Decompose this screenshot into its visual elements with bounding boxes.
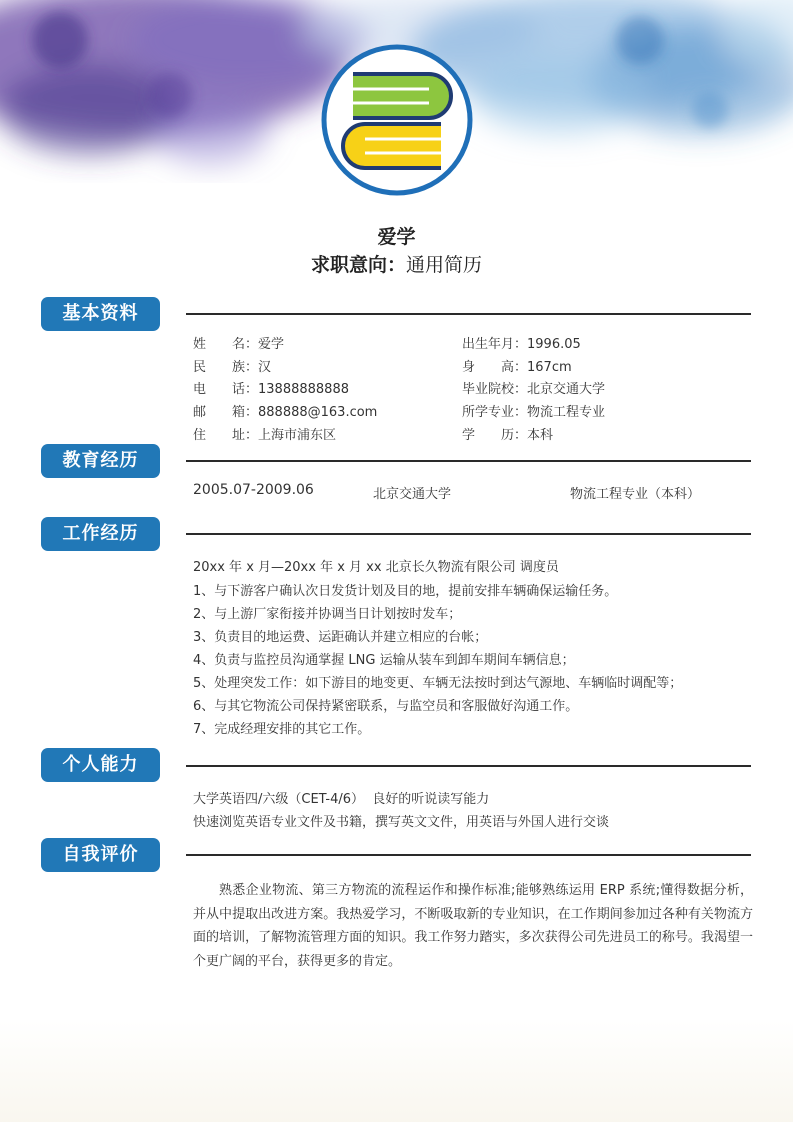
job-intent-value: 通用简历	[406, 254, 483, 276]
work-item: 3、负责目的地运费、运距确认并建立相应的台帐；	[193, 630, 488, 645]
work-item: 4、负责与监控员沟通掌握 LNG 运输从装车到卸车期间车辆信息；	[193, 653, 575, 668]
section-divider	[186, 460, 751, 462]
education-major: 物流工程专业（本科）	[570, 487, 701, 502]
education-school: 北京交通大学	[373, 487, 452, 502]
education-period: 2005.07-2009.06	[193, 482, 314, 498]
job-intent-label: 求职意向：	[310, 254, 406, 276]
info-height: 身 高：167cm	[462, 360, 572, 375]
info-address: 住 址：上海市浦东区	[193, 428, 337, 443]
candidate-name: 爱学	[377, 226, 416, 248]
work-item: 1、与下游客户确认次日发货计划及目的地，提前安排车辆确保运输任务。	[193, 584, 618, 599]
info-birth: 出生年月：1996.05	[462, 337, 581, 352]
work-item: 6、与其它物流公司保持紧密联系，与监空员和客服做好沟通工作。	[193, 699, 579, 714]
self-evaluation-text: 熟悉企业物流、第三方物流的流程运作和操作标准;能够熟练运用 ERP 系统;懂得数据分析，并从中提取出改进方案。我热爱学习，不断吸取新的专业知识，在工作期间参加过各种有关物流方面的培训，了解物流管理方面的知识。我工作努力踏实，多次获得公司先进员工的称号。我渴望一个更广阔的平台，获得更多的肯定。	[193, 883, 753, 969]
book-stack-logo-icon	[321, 44, 473, 196]
job-intent	[0, 250, 793, 277]
info-degree: 学 历：本科	[462, 428, 554, 443]
info-name: 姓 名：爱学	[193, 337, 285, 352]
work-item: 7、完成经理安排的其它工作。	[193, 722, 371, 737]
section-tab-work: 工作经历	[41, 517, 160, 551]
section-tab-education: 教育经历	[41, 444, 160, 478]
section-tab-ability: 个人能力	[41, 748, 160, 782]
work-item: 2、与上游厂家衔接并协调当日计划按时发车；	[193, 607, 462, 622]
info-email: 邮 箱：888888@163.com	[193, 405, 378, 420]
section-tab-basic-info: 基本资料	[41, 297, 160, 331]
section-divider	[186, 313, 751, 315]
info-phone: 电 话：13888888888	[193, 382, 349, 397]
info-major: 所学专业：物流工程专业	[462, 405, 606, 420]
work-item: 5、处理突发工作：如下游目的地变更、车辆无法按时到达气源地、车辆临时调配等；	[193, 676, 683, 691]
info-school: 毕业院校：北京交通大学	[462, 382, 606, 397]
bottom-wash-decoration	[0, 1020, 793, 1122]
ability-line: 快速浏览英语专业文件及书籍，撰写英文文件，用英语与外国人进行交谈	[193, 815, 610, 830]
ability-line: 大学英语四/六级（CET-4/6） 良好的听说读写能力	[193, 792, 490, 807]
section-divider	[186, 854, 751, 856]
section-divider	[186, 533, 751, 535]
section-tab-self-evaluation: 自我评价	[41, 838, 160, 872]
section-divider	[186, 765, 751, 767]
info-ethnicity: 民 族：汉	[193, 360, 272, 375]
work-header: 20xx 年 x 月—20xx 年 x 月 xx 北京长久物流有限公司 调度员	[193, 560, 559, 575]
